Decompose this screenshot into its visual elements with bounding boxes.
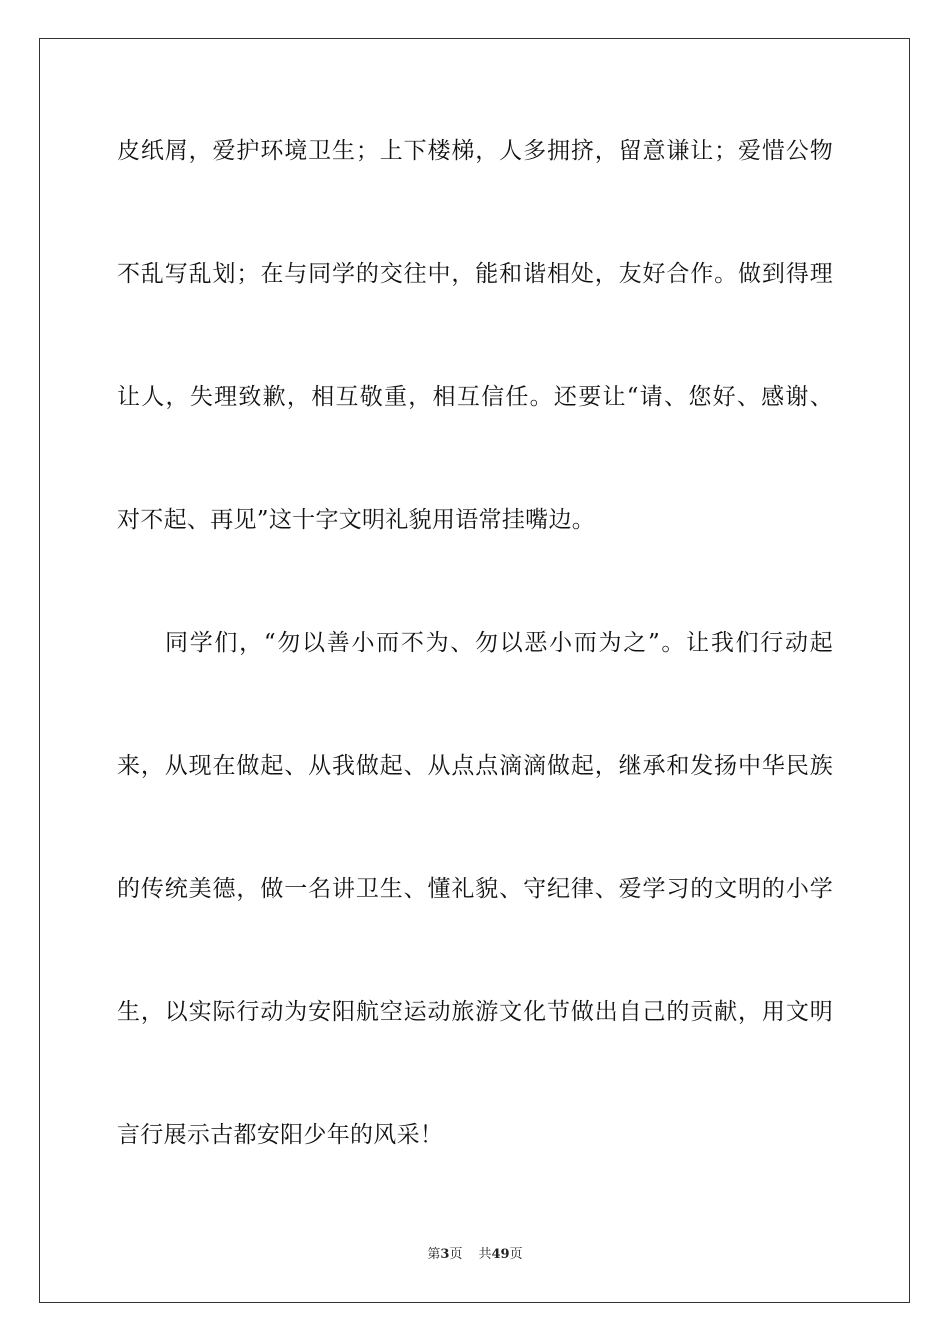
total-prefix: 共 bbox=[478, 1247, 492, 1262]
page-footer bbox=[0, 1246, 950, 1264]
paragraph-line: 不乱写乱划；在与同学的交往中，能和谐相处，友好合作。做到得理 bbox=[117, 261, 833, 287]
paragraph-line: 生，以实际行动为安阳航空运动旅游文化节做出自己的贡献，用文明 bbox=[117, 999, 833, 1025]
paragraph-line: 言行展示古都安阳少年的风采！ bbox=[117, 1122, 444, 1148]
paragraph-line: 对不起、再见”这十字文明礼貌用语常挂嘴边。 bbox=[117, 507, 596, 533]
paragraph-line: 来，从现在做起、从我做起、从点点滴滴做起，继承和发扬中华民族 bbox=[117, 753, 833, 779]
page-prefix: 第 bbox=[427, 1247, 441, 1262]
page-number: 3 bbox=[440, 1247, 450, 1262]
page-border bbox=[39, 38, 910, 1303]
paragraph-line: 的传统美德，做一名讲卫生、懂礼貌、守纪律、爱学习的文明的小学 bbox=[117, 876, 833, 902]
total-suffix: 页 bbox=[509, 1247, 523, 1262]
paragraph-line: 让人，失理致歉，相互敬重，相互信任。还要让“请、您好、感谢、 bbox=[117, 384, 833, 410]
page-suffix: 页 bbox=[449, 1247, 463, 1262]
total-pages: 49 bbox=[491, 1247, 510, 1262]
paragraph-line-indented: 同学们，“勿以善小而不为、勿以恶小而为之”。让我们行动起 bbox=[165, 630, 833, 656]
paragraph-line: 皮纸屑，爱护环境卫生；上下楼梯，人多拥挤，留意谦让；爱惜公物 bbox=[117, 138, 833, 164]
